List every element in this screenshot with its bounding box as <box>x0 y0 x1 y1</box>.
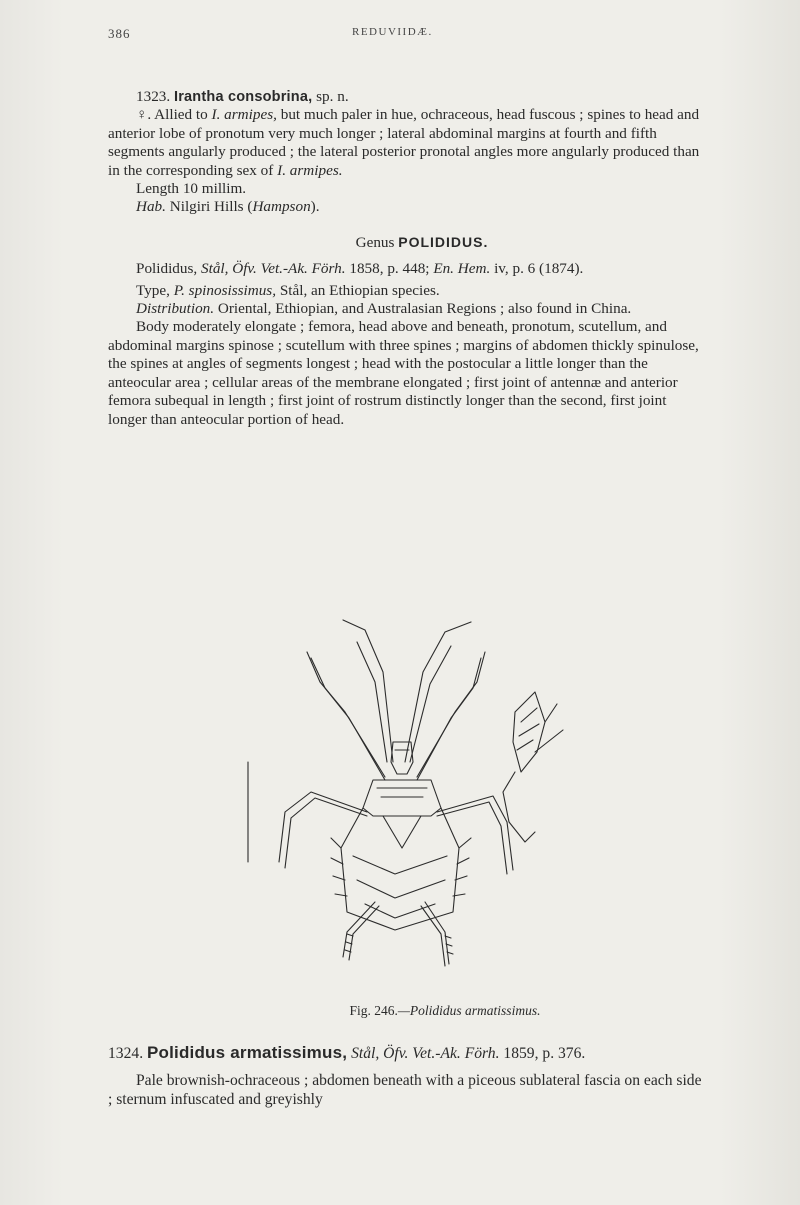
entry-1323-heading: 1323. Irantha consobrina, sp. n. <box>136 88 349 105</box>
figure-caption: Fig. 246.—Polididus armatissimus. <box>349 1003 541 1018</box>
entry-1324-description: Pale brownish-ochraceous ; abdomen beneath with a piceous sublateral fascia on each side ; sternum infuscated and greyishly <box>108 1072 702 1108</box>
entry-1323-length: Length 10 millim. <box>136 180 247 198</box>
genus-reference: Polididus, Stål, Öfv. Vet.-Ak. Förh. 1858, p. 448; En. Hem. iv, p. 6 (1874). <box>136 260 584 278</box>
genus-heading: Genus POLIDIDUS. <box>355 233 489 251</box>
entry-1323-habitat: Hab. Nilgiri Hills (Hampson). <box>136 198 320 216</box>
entry-1323-description: ♀. Allied to I. armipes, but much paler in hue, ochraceous, head fuscous ; spines to head and anterior lobe of pronotum very much longer ; lateral abdominal margins at fourth and fifth segments angularly produced ; the lateral posterior pronotal angles more angularly produced than in the corresponding sex of I. armipes. <box>108 106 700 179</box>
entry-1324-heading: 1324. Polididus armatissimus, Stål, Öfv. Vet.-Ak. Förh. 1859, p. 376. <box>108 1043 586 1062</box>
type-species: Type, P. spinosissimus, Stål, an Ethiopian species. <box>136 281 440 299</box>
species-name: Polididus armatissimus, <box>147 1043 348 1062</box>
insect-illustration <box>245 612 575 972</box>
main-text-continued <box>108 1043 708 1109</box>
page-number: 386 <box>108 26 131 41</box>
distribution: Distribution. Oriental, Ethiopian, and Australasian Regions ; also found in China. <box>136 300 632 318</box>
species-name: Irantha consobrina, <box>173 89 313 105</box>
running-title: REDUVIIDÆ. <box>352 26 433 38</box>
main-text <box>108 88 706 429</box>
genus-description: Body moderately elongate ; femora, head above and beneath, pronotum, scutellum, and abdominal margins spinose ; scutellum with three spines ; margins of abdomen thickly spinulose, the spines at angles of segments longest ; head with the postocular a little longer than the anteocular area ; cellular areas of the membrane elongated ; first joint of antennæ and anterior femora subequal in length ; first joint of rostrum distinctly longer than the second, first joint longer than anteocular portion of head. <box>108 318 699 428</box>
